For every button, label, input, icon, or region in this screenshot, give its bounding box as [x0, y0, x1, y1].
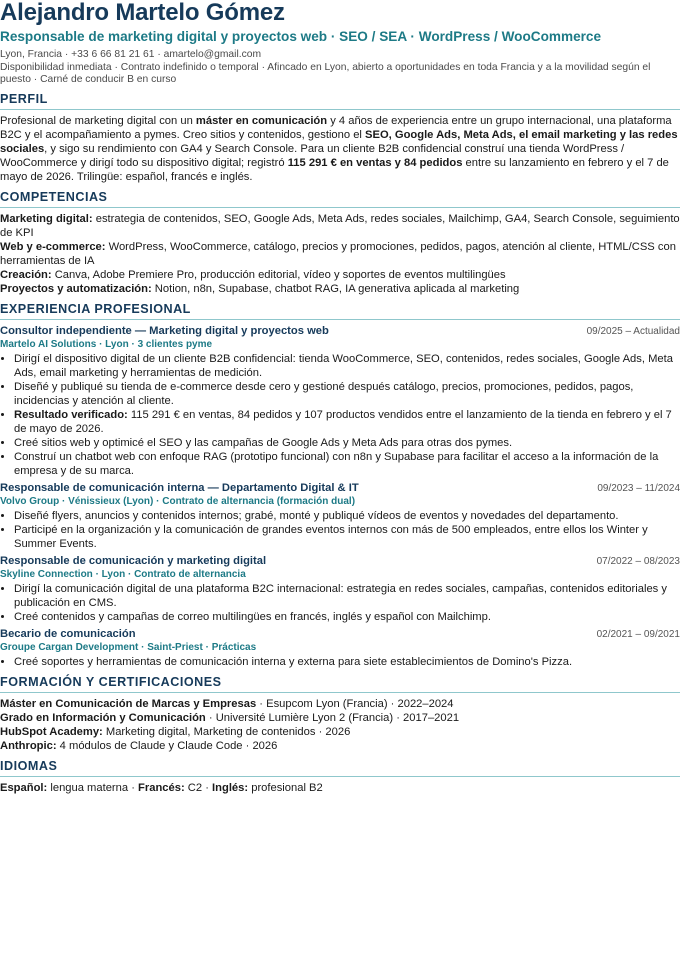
skill-line: Web y e-commerce: WordPress, WooCommerce, catálogo, precios y promociones, pedidos, pagos, atención al cliente, HTML/CSS con herramientas de IA — [0, 241, 676, 267]
education-item: HubSpot Academy: Marketing digital, Marketing de contenidos · 2026 — [0, 726, 351, 738]
job-bullets — [0, 509, 680, 551]
job-date: 09/2025 – Actualidad — [586, 326, 680, 337]
skill-line: Creación: Canva, Adobe Premiere Pro, producción editorial, vídeo y soportes de eventos multilingües — [0, 269, 506, 281]
job-organization: Groupe Cargan Development · Saint-Priest · Prácticas — [0, 642, 257, 653]
profile-paragraph: Profesional de marketing digital con un máster en comunicación y 4 años de experiencia entre un grupo internacional, una plataforma B2C y el acompañamiento a pymes. Creo sitios y contenidos, gestiono el SEO, Google Ads, Meta Ads, el email marketing y las redes sociales, y sigo su rendimiento con GA4 y Search Console. Para un cliente B2B confidencial construí una tienda WordPress / WooCommerce y dirigí todo su dispositivo digital; registró 115 291 € en ventas y 84 pedidos entre su lanzamiento en febrero y el 7 de mayo de 2026. Trilingüe: español, francés e inglés. — [0, 115, 678, 183]
section-title-profile: PERFIL — [0, 92, 680, 110]
job-date: 09/2023 – 11/2024 — [597, 483, 680, 494]
job-date: 07/2022 – 08/2023 — [596, 556, 680, 567]
section-title-education: FORMACIÓN Y CERTIFICACIONES — [0, 675, 680, 693]
job-bullets — [0, 655, 680, 669]
job-bullet: • Participé en la organización y la comunicación de grandes eventos internos con más de 500 empleados, entre ellos los Winter y Summer Events. — [14, 523, 680, 551]
job-entry — [0, 627, 680, 669]
education-item: Máster en Comunicación de Marcas y Empresas · Esupcom Lyon (Francia) · 2022–2024 — [0, 698, 454, 710]
education-list — [0, 697, 680, 753]
job-bullet: • Construí un chatbot web con enfoque RAG (prototipo funcional) con n8n y Supabase para facilitar el acceso a la información de la empresa y de su marca. — [14, 450, 680, 478]
job-bullet: • Dirigí el dispositivo digital de un cliente B2B confidencial: tienda WooCommerce, SEO, contenidos, redes sociales, Google Ads, Meta Ads, email marketing y herramientas de medición. — [14, 352, 680, 380]
job-entry — [0, 481, 680, 551]
job-bullet: • Resultado verificado: 115 291 € en ventas, 84 pedidos y 107 productos vendidos entre el lanzamiento de la tienda en febrero y el 7 de mayo de 2026. — [14, 408, 680, 436]
education-item: Anthropic: 4 módulos de Claude y Claude Code · 2026 — [0, 740, 278, 752]
job-organization: Martelo AI Solutions · Lyon · 3 clientes pyme — [0, 339, 213, 350]
section-title-skills: COMPETENCIAS — [0, 190, 680, 208]
availability-line: Disponibilidad inmediata · Contrato indefinido o temporal · Afincado en Lyon, abierto a oportunidades en toda Francia y a la movilidad según el puesto · Carné de conducir B en curso — [0, 62, 651, 85]
job-entry — [0, 324, 680, 478]
job-bullet: • Creé sitios web y optimicé el SEO y las campañas de Google Ads y Meta Ads para otras dos pymes. — [14, 436, 680, 450]
job-bullet: • Diseñé flyers, anuncios y contenidos internos; grabé, monté y publiqué vídeos de eventos y novedades del departamento. — [14, 509, 680, 523]
education-item: Grado en Información y Comunicación · Université Lumière Lyon 2 (Francia) · 2017–2021 — [0, 712, 460, 724]
skill-line: Proyectos y automatización: Notion, n8n, Supabase, chatbot RAG, IA generativa aplicada al marketing — [0, 283, 520, 295]
job-organization: Volvo Group · Vénissieux (Lyon) · Contrato de alternancia (formación dual) — [0, 496, 356, 507]
candidate-name: Alejandro Martelo Gómez — [0, 0, 285, 26]
section-title-experience: EXPERIENCIA PROFESIONAL — [0, 302, 680, 320]
job-bullet: • Dirigí la comunicación digital de una plataforma B2C internacional: estrategia en redes sociales, campañas, contenidos editoriales y publicación en CMS. — [14, 582, 680, 610]
languages-line: Español: lengua materna · Francés: C2 · Inglés: profesional B2 — [0, 782, 323, 794]
job-bullet: • Creé contenidos y campañas de correo multilingües en francés, inglés y español con Mailchimp. — [14, 610, 680, 624]
job-bullets — [0, 352, 680, 478]
job-title: Becario de comunicación — [0, 628, 136, 640]
section-title-languages: IDIOMAS — [0, 759, 680, 777]
job-title: Responsable de comunicación interna — Departamento Digital & IT — [0, 482, 359, 494]
contact-line: Lyon, Francia · +33 6 66 81 21 61 · amartelo@gmail.com — [0, 49, 262, 60]
job-organization: Skyline Connection · Lyon · Contrato de alternancia — [0, 569, 246, 580]
skills-list — [0, 212, 680, 296]
headline: Responsable de marketing digital y proyectos web · SEO / SEA · WordPress / WooCommerce — [0, 29, 602, 44]
job-bullet: • Creé soportes y herramientas de comunicación interna y externa para siete establecimientos de Domino's Pizza. — [14, 655, 680, 669]
job-entry — [0, 554, 680, 624]
job-title: Consultor independiente — Marketing digital y proyectos web — [0, 325, 329, 337]
job-date: 02/2021 – 09/2021 — [596, 629, 680, 640]
skill-line: Marketing digital: estrategia de contenidos, SEO, Google Ads, Meta Ads, redes sociales, Mailchimp, GA4, Search Console, seguimiento de KPI — [0, 213, 680, 239]
job-bullets — [0, 582, 680, 624]
job-title: Responsable de comunicación y marketing digital — [0, 555, 267, 567]
job-bullet: • Diseñé y publiqué su tienda de e-commerce desde cero y gestioné después catálogo, precios, promociones, pedidos, pagos, incidencias y atención al cliente. — [14, 380, 680, 408]
